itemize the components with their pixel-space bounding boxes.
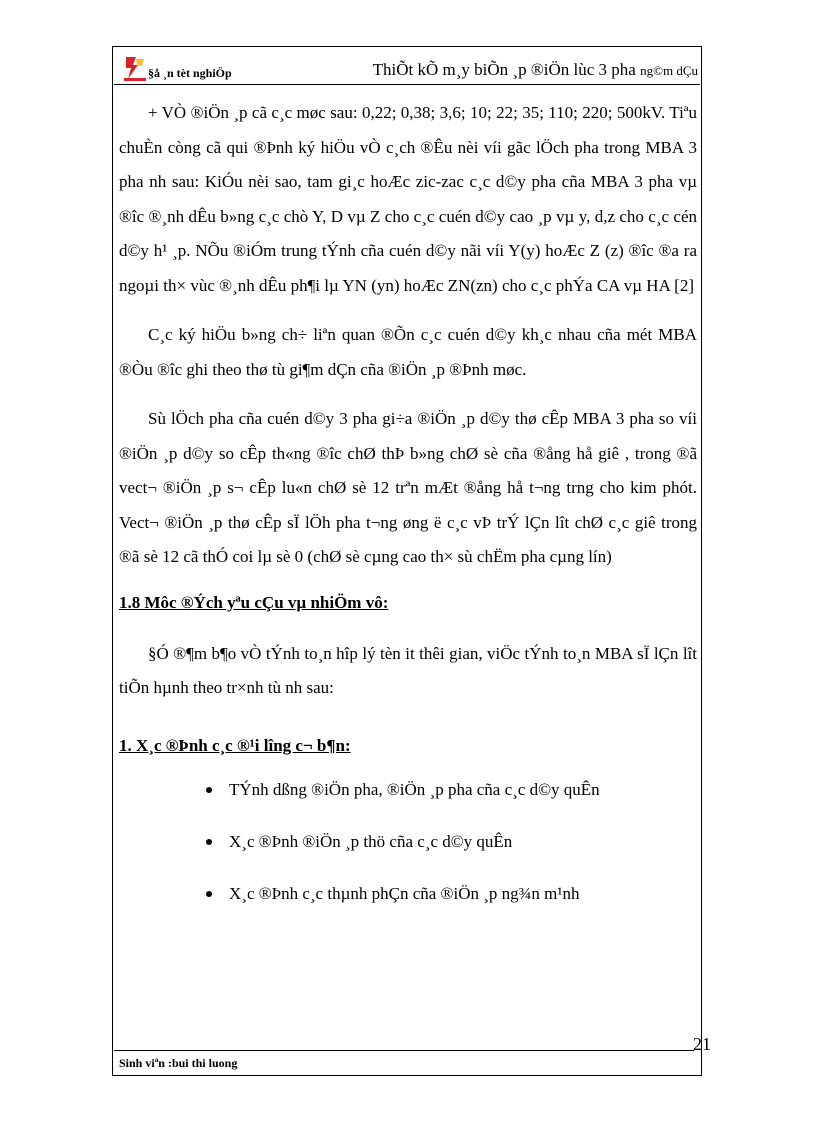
paragraph-voltage-levels: + VÒ ®iÖn ¸p cã c¸c møc sau: 0,22; 0,38; 3,6; 10; 22; 35; 110; 220; 500kV. Tiªu chuÈn còng cã qui ®Þnh ký hiÖu vÒ c¸ch ®Êu nèi víi gãc lÖch pha trong MBA 3 pha nh sau: KiÓu nèi sao, tam gi¸c hoÆc zic-zac c¸c d©y pha cña MBA 3 pha vµ ®îc ®¸nh dÊu b»ng c¸c chò Y, D vµ Z cho c¸c cuén d©y cao ¸p vµ y, d,z cho c¸c cén d©y h¹ ¸p. NÕu ®iÓm trung tÝnh cña cuén d©y nãi víi Y(y) hoÆc Z (z) ®îc ®a ra ngoµi th× vùc ®¸nh dÊu ph¶i lµ YN (yn) hoÆc ZN(zn) cho c¸c phÝa CA vµ HA [2]: [119, 103, 697, 295]
list-item-text: TÝnh dßng ®iÖn pha, ®iÖn ¸p pha cña c¸c d©y quÊn: [229, 779, 600, 799]
page-body: [119, 96, 697, 934]
task-list: [119, 778, 697, 906]
university-logo-icon: [124, 55, 146, 81]
header-divider: [114, 84, 700, 85]
list-item: [201, 778, 697, 802]
paragraph-letter-symbols: C¸c ký hiÖu b»ng ch÷ liªn quan ®Õn c¸c cuén d©y kh¸c nhau cña mét MBA ®Òu ®îc ghi theo thø tù gi¶m dÇn cña ®iÖn ¸p ®Þnh møc.: [119, 325, 697, 379]
page-number: 21: [693, 1034, 711, 1054]
list-item: [201, 882, 697, 906]
list-item-text: X¸c ®Þnh c¸c thµnh phÇn cña ®iÖn ¸p ng¾n m¹nh: [229, 883, 580, 903]
header-title: [373, 60, 698, 80]
section-heading-objectives: 1.8 Môc ®Ých yªu cÇu vµ nhiÖm vô:: [119, 592, 389, 612]
subsection-heading-basic-quantities: 1. X¸c ®Þnh c¸c ®¹i lîng c¬ b¶n:: [119, 735, 351, 755]
footer-student-name: Sinh viªn :bui thi luong: [119, 1056, 238, 1070]
list-item: [201, 830, 697, 854]
paragraph-calculation-order: §Ó ®¶m b¶o vÒ tÝnh to¸n hîp lý tèn it thêi gian, viÖc tÝnh to¸n MBA sÏ lÇn lît tiÕn hµnh theo tr×nh tù nh sau:: [119, 643, 697, 697]
bullet-icon: [206, 787, 212, 793]
bullet-icon: [206, 839, 212, 845]
header-document-type: §å ¸n tèt nghiÖp: [148, 66, 232, 80]
paragraph-phase-shift: Sù lÖch pha cña cuén d©y 3 pha gi÷a ®iÖn ¸p d©y thø cÊp MBA 3 pha so víi ®iÖn ¸p d©y so cÊp th«ng ®îc chØ thÞ b»ng chØ sè cña ®ång hå giê , trong ®ã vect¬ ®iÖn ¸p s¬ cÊp lu«n chØ sè 12 trªn mÆt ®ång hå t¬ng trng cho kim phót. Vect¬ ®iÖn ¸p thø cÊp sÏ lÖh pha t¬ng øng ë c¸c vÞ trÝ lÇn lît chØ c¸c giê trong ®ã sè 12 cã thÓ coi lµ sè 0 (chØ sè cµng cao th× sù chËm pha cµng lín): [119, 409, 697, 566]
header-title-small: ng©m dÇu: [640, 63, 698, 78]
bullet-icon: [206, 891, 212, 897]
list-item-text: X¸c ®Þnh ®iÖn ¸p thö cña c¸c d©y quÊn: [229, 831, 513, 851]
page-header: [114, 52, 700, 88]
footer-divider: [114, 1050, 694, 1051]
header-title-main: ThiÕt kÕ m¸y biÕn ¸p ®iÖn lùc 3 pha: [372, 60, 641, 79]
